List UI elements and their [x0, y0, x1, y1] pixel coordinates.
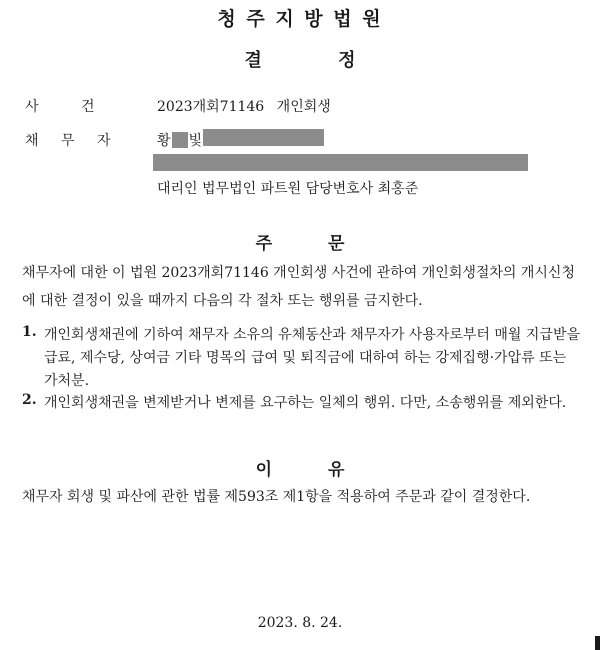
corner-mark: [595, 636, 600, 650]
order-heading: 주 문: [255, 234, 345, 254]
case-number: 2023개회71146: [157, 99, 265, 115]
case-type: 개인회생: [276, 99, 331, 115]
name-redaction: [172, 132, 188, 148]
court-name: 청 주 지 방 법 원: [217, 8, 383, 30]
reason-text: 채무자 회생 및 파산에 관한 법률 제593조 제1항을 적용하여 주문과 같이 결정한다.: [22, 489, 531, 505]
debtor-name-first: 황: [157, 133, 171, 149]
order-item-2-number: 2.: [22, 392, 37, 408]
order-intro: 채무자에 대한 이 법원 2023개회71146 개인회생 사건에 관하여 개인회생절차의 개시신청에 대한 결정이 있을 때까지 다음의 각 절차 또는 행위를 금지한다.: [22, 265, 575, 309]
order-item-1-number: 1.: [22, 324, 37, 340]
redacted-block-address: [153, 154, 528, 171]
reason-heading: 이 유: [255, 460, 345, 480]
debtor-name-last: 빛: [188, 133, 203, 149]
redacted-block-name: [203, 129, 324, 146]
order-item-1-text: 개인회생채권에 기하여 채무자 소유의 유체동산과 채무자가 사용자로부터 매월 지급받을 급료, 제수당, 상여금 기타 명목의 급여 및 퇴직금에 대하여 하는 강제집행·가압류 또는 가처분.: [44, 327, 580, 389]
debtor-label: 채 무 자: [25, 133, 111, 149]
document-type-title: 결 정: [244, 50, 356, 71]
debtor-name-line: [157, 130, 202, 150]
debtor-agent: 대리인 법무법인 파트원 담당변호사 최홍준: [157, 181, 419, 197]
order-item-2-text: 개인회생채권을 변제받거나 변제를 요구하는 일체의 행위. 다만, 소송행위를 제외한다.: [44, 395, 567, 411]
case-info: [157, 96, 331, 116]
case-label: 사 건: [25, 99, 95, 115]
decision-date: 2023. 8. 24.: [257, 615, 343, 631]
